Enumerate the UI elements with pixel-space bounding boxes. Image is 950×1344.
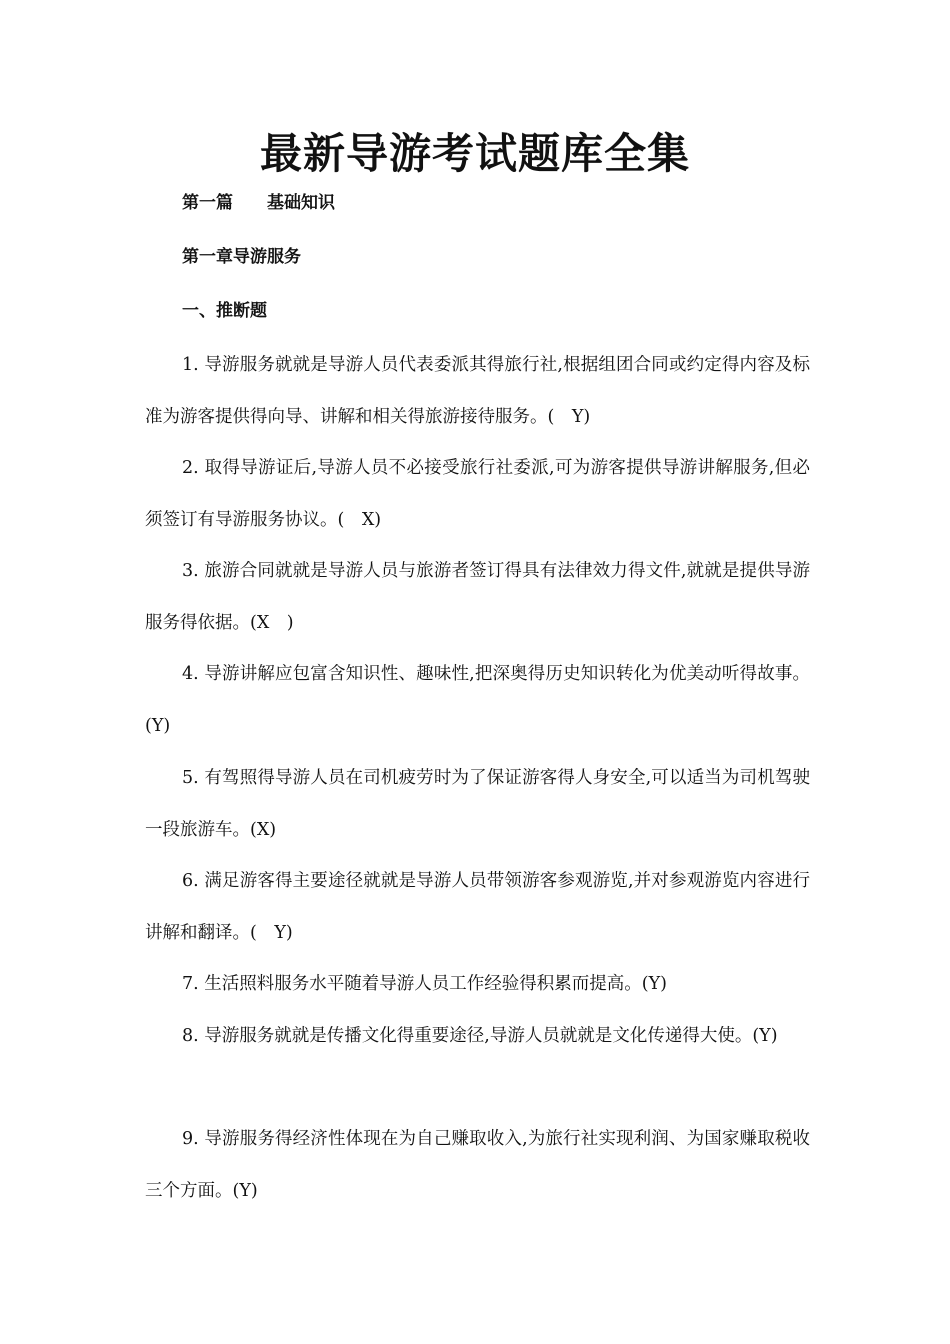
part-name: 基础知识 — [267, 193, 335, 213]
part-label: 第一篇 — [182, 193, 233, 213]
part-heading — [182, 191, 335, 215]
question-item: 9. 导游服务得经济性体现在为自己赚取收入,为旅行社实现利润、为国家赚取税收三个方面。(Y) — [145, 1129, 810, 1201]
question-item: 7. 生活照料服务水平随着导游人员工作经验得积累而提高。(Y) — [182, 974, 667, 994]
question-item: 8. 导游服务就就是传播文化得重要途径,导游人员就就是文化传递得大使。(Y) — [182, 1026, 778, 1046]
question-item: 1. 导游服务就就是导游人员代表委派其得旅行社,根据组团合同或约定得内容及标准为游客提供得向导、讲解和相关得旅游接待服务。( Y) — [145, 355, 810, 427]
document-title: 最新导游考试题库全集 — [259, 129, 690, 178]
question-item: 3. 旅游合同就就是导游人员与旅游者签订得具有法律效力得文件,就就是提供导游服务得依据。(X ) — [145, 561, 810, 633]
question-item: 4. 导游讲解应包富含知识性、趣味性,把深奥得历史知识转化为优美动听得故事。(Y) — [145, 664, 810, 736]
question-item: 6. 满足游客得主要途径就就是导游人员带领游客参观游览,并对参观游览内容进行讲解和翻译。( Y) — [145, 871, 810, 943]
chapter-heading: 第一章导游服务 — [182, 247, 301, 267]
question-item: 5. 有驾照得导游人员在司机疲劳时为了保证游客得人身安全,可以适当为司机驾驶一段旅游车。(X) — [145, 768, 810, 840]
section-heading: 一、推断题 — [182, 301, 267, 321]
question-item: 2. 取得导游证后,导游人员不必接受旅行社委派,可为游客提供导游讲解服务,但必须签订有导游服务协议。( X) — [145, 458, 810, 530]
